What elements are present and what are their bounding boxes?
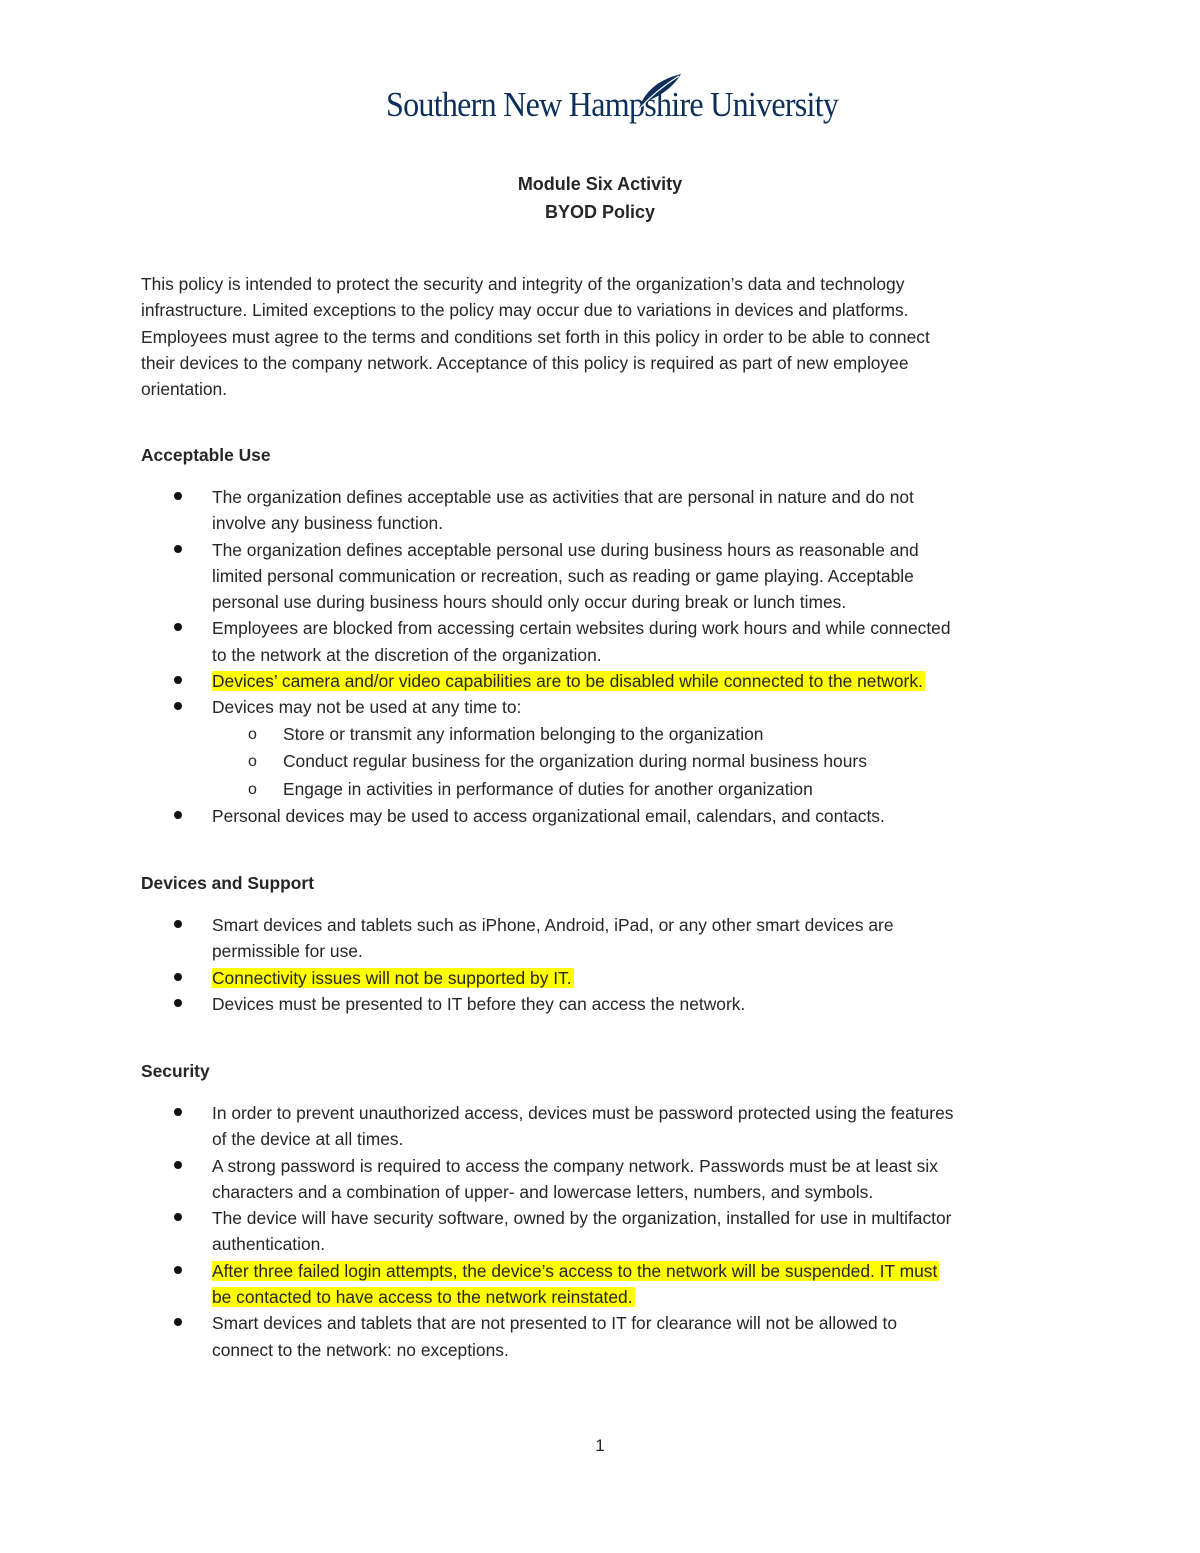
intro-line: infrastructure. Limited exceptions to the policy may occur due to variations in devices and platforms. — [141, 300, 909, 321]
list-item-highlighted: Devices’ camera and/or video capabilities are to be disabled while connected to the network. — [212, 668, 1082, 694]
list-item: Devices may not be used at any time to: — [212, 694, 1082, 720]
sub-list-item: o Engage in activities in performance of duties for another organization — [283, 776, 1083, 804]
list-item: The device will have security software, owned by the organization, installed for use in multifactor authentication. — [212, 1205, 1082, 1258]
bullet-icon — [174, 623, 182, 631]
bullet-icon — [174, 545, 182, 553]
sub-bullet-icon: o — [248, 780, 257, 798]
intro-line: orientation. — [141, 379, 228, 400]
document-subtitle: BYOD Policy — [544, 202, 656, 222]
bullet-icon — [174, 1161, 182, 1169]
devices-support-list — [0, 912, 1200, 1017]
bullet-icon — [174, 1213, 182, 1221]
document-title: Module Six Activity — [517, 174, 683, 194]
list-item: The organization defines acceptable personal use during business hours as reasonable and limited personal communication or recreation, such as reading or game playing. Acceptable personal use during business hours should only occur during break or lunch times. — [212, 537, 1082, 616]
logo-wordmark: Southern New Hampshire University — [386, 86, 839, 124]
intro-line: This policy is intended to protect the security and integrity of the organization’s data and technology — [141, 274, 905, 294]
list-item-highlighted: Connectivity issues will not be supported by IT. — [212, 965, 1082, 991]
list-item: A strong password is required to access the company network. Passwords must be at least six characters and a combination of upper- and lowercase letters, numbers, and symbols. — [212, 1153, 1082, 1206]
list-item: Smart devices and tablets that are not presented to IT for clearance will not be allowed to connect to the network: no exceptions. — [212, 1310, 1082, 1363]
list-item: Employees are blocked from accessing certain websites during work hours and while connected to the network at the discretion of the organization. — [212, 615, 1082, 668]
section-heading-security: Security — [141, 1061, 210, 1081]
bullet-icon — [174, 920, 182, 928]
bullet-icon — [174, 676, 182, 684]
bullet-icon — [174, 702, 182, 710]
acceptable-use-list — [0, 484, 1200, 829]
sub-list-item: o Conduct regular business for the organization during normal business hours — [283, 748, 1083, 776]
intro-line: their devices to the company network. Acceptance of this policy is required as part of new employee — [141, 352, 909, 373]
list-item: The organization defines acceptable use as activities that are personal in nature and do not involve any business function. — [212, 484, 1082, 537]
university-logo — [386, 66, 839, 138]
list-item: Devices must be presented to IT before they can access the network. — [212, 991, 1082, 1017]
list-item: In order to prevent unauthorized access, devices must be password protected using the features of the device at all times. — [212, 1100, 1082, 1153]
section-heading-devices-support: Devices and Support — [141, 873, 314, 893]
bullet-icon — [174, 1318, 182, 1326]
intro-line: Employees must agree to the terms and conditions set forth in this policy in order to be able to connect — [141, 326, 930, 347]
list-item-highlighted: After three failed login attempts, the device’s access to the network will be suspended. IT must be contacted to have access to the network reinstated. — [212, 1258, 1082, 1311]
page-number: 1 — [595, 1436, 605, 1455]
bullet-icon — [174, 811, 182, 819]
sub-bullet-icon: o — [248, 753, 257, 771]
section-heading-acceptable-use: Acceptable Use — [141, 445, 271, 465]
list-item: Personal devices may be used to access organizational email, calendars, and contacts. — [212, 803, 1082, 829]
intro-paragraph — [141, 271, 1071, 402]
list-item: Smart devices and tablets such as iPhone, Android, iPad, or any other smart devices are permissible for use. — [212, 912, 1082, 965]
bullet-icon — [174, 999, 182, 1007]
bullet-icon — [174, 1266, 182, 1274]
security-list — [0, 1100, 1200, 1363]
bullet-icon — [174, 1108, 182, 1116]
bullet-icon — [174, 492, 182, 500]
sub-list-item: o Store or transmit any information belonging to the organization — [283, 721, 1083, 749]
sub-bullet-icon: o — [248, 725, 257, 743]
bullet-icon — [174, 973, 182, 981]
feather-leaf-icon — [635, 70, 685, 110]
